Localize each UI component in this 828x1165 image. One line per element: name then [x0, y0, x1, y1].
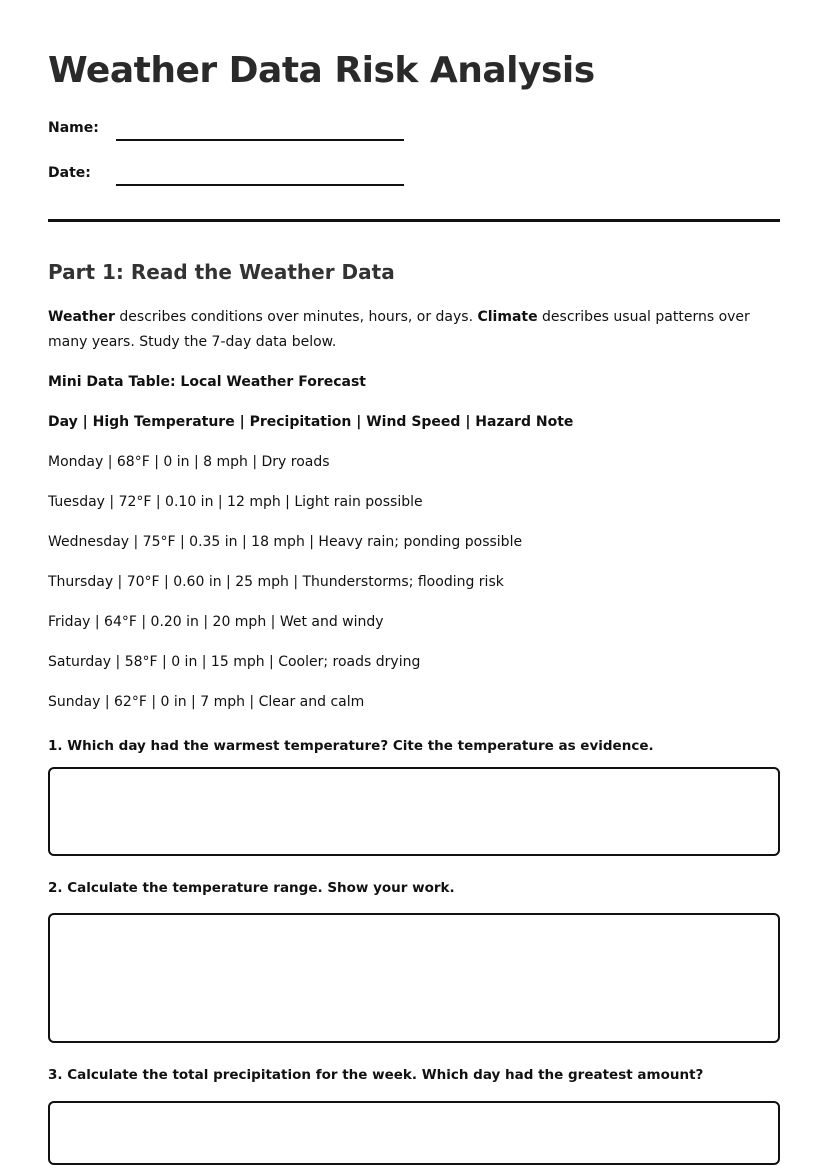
- part1-heading: Part 1: Read the Weather Data: [48, 260, 395, 284]
- date-label: Date:: [48, 165, 91, 181]
- table-row-friday: Friday | 64°F | 0.20 in | 20 mph | Wet and windy: [48, 614, 384, 630]
- question-3: 3. Calculate the total precipitation for the week. Which day had the greatest amount?: [48, 1067, 704, 1083]
- date-input-line[interactable]: [116, 184, 404, 186]
- intro-paragraph: [48, 305, 780, 355]
- answer-box-1[interactable]: [48, 767, 780, 856]
- name-label: Name:: [48, 120, 99, 136]
- table-row-monday: Monday | 68°F | 0 in | 8 mph | Dry roads: [48, 454, 330, 470]
- name-field: [48, 118, 408, 148]
- table-row-saturday: Saturday | 58°F | 0 in | 15 mph | Cooler; roads drying: [48, 654, 421, 670]
- name-input-line[interactable]: [116, 139, 404, 141]
- table-row-tuesday: Tuesday | 72°F | 0.10 in | 12 mph | Light rain possible: [48, 494, 423, 510]
- table-header: Day | High Temperature | Precipitation | Wind Speed | Hazard Note: [48, 414, 574, 430]
- question-2: 2. Calculate the temperature range. Show your work.: [48, 880, 455, 896]
- date-field: [48, 163, 408, 193]
- table-row-wednesday: Wednesday | 75°F | 0.35 in | 18 mph | Heavy rain; ponding possible: [48, 534, 523, 550]
- climate-term: Climate: [477, 309, 538, 325]
- page-title: Weather Data Risk Analysis: [48, 50, 595, 91]
- table-row-sunday: Sunday | 62°F | 0 in | 7 mph | Clear and calm: [48, 694, 365, 710]
- climate-definition: describes usual patterns over many years. Study the 7-day data below.: [48, 309, 750, 350]
- table-row-thursday: Thursday | 70°F | 0.60 in | 25 mph | Thunderstorms; flooding risk: [48, 574, 504, 590]
- weather-definition: describes conditions over minutes, hours, or days.: [114, 309, 478, 325]
- section-divider: [48, 219, 780, 222]
- table-title: Mini Data Table: Local Weather Forecast: [48, 374, 366, 390]
- answer-box-3[interactable]: [48, 1101, 780, 1165]
- weather-term: Weather: [48, 309, 115, 325]
- answer-box-2[interactable]: [48, 913, 780, 1043]
- question-1: 1. Which day had the warmest temperature? Cite the temperature as evidence.: [48, 738, 654, 754]
